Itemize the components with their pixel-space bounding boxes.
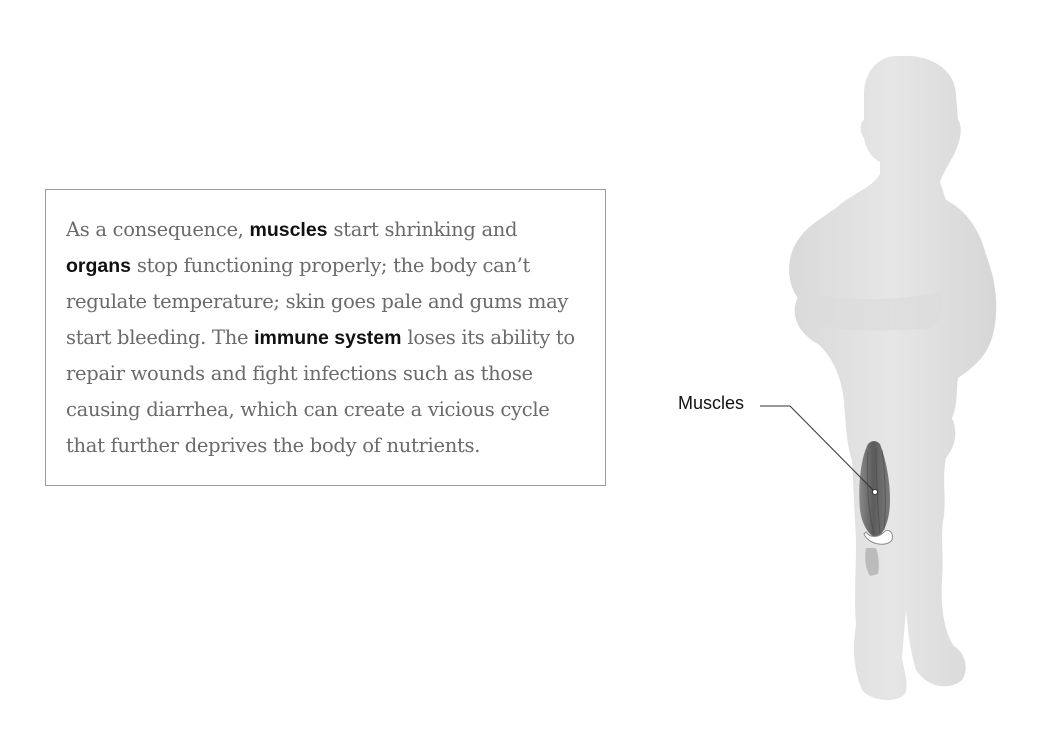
- keyword-organs: organs: [66, 255, 132, 277]
- callout-label-muscles: Muscles: [678, 393, 745, 413]
- callout-marker: [872, 489, 877, 494]
- child-silhouette: [640, 40, 1042, 730]
- paragraph-after-immune: loses its ability to repair wounds and fight infections such as those causing diarrhea, which can create a vicious cycle that further deprives the body of nutrients.: [66, 326, 575, 457]
- paragraph-after-organs: stop functioning properly; the body can’t regulate temperature; skin goes pale and gums may start bleeding. The: [66, 254, 569, 349]
- body-paragraph: [66, 212, 585, 464]
- child-figure: [640, 40, 1042, 730]
- paragraph-intro: As a consequence,: [66, 218, 250, 241]
- keyword-immune-system: immune system: [254, 327, 402, 349]
- paragraph-after-muscles: start shrinking and: [327, 218, 518, 241]
- text-panel: [45, 189, 606, 486]
- keyword-muscles: muscles: [249, 219, 328, 241]
- body-silhouette: [789, 56, 996, 700]
